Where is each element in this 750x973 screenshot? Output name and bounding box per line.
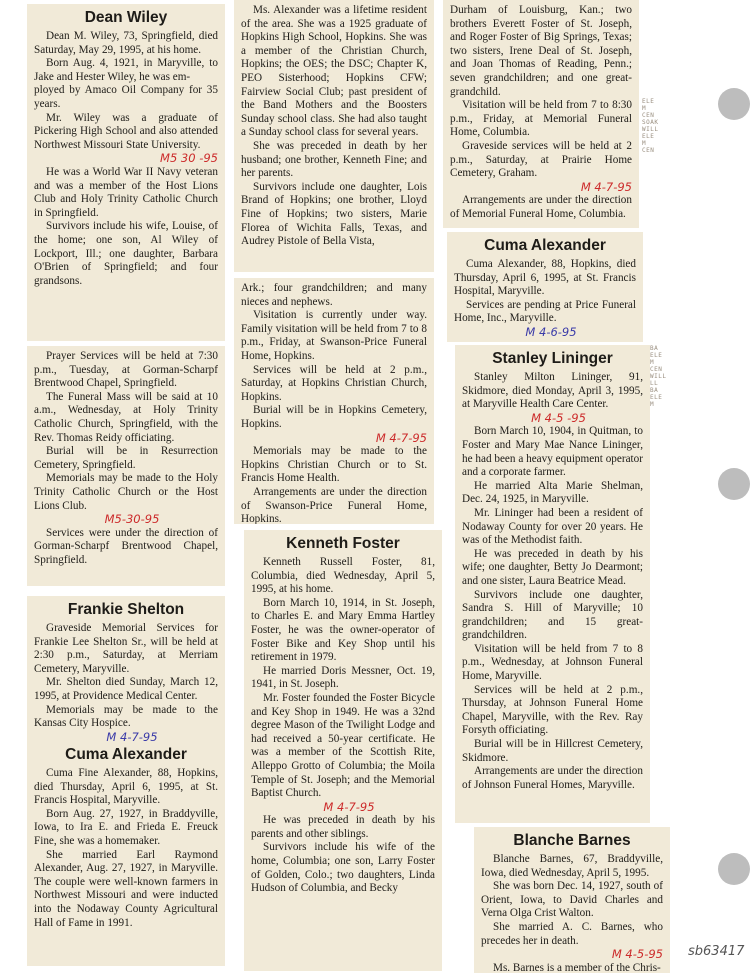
obituary-paragraph: Memorials may be made to the Holy Trinity Catholic Church or the Host Lions Club. bbox=[34, 472, 218, 512]
obituary-paragraph: He was preceded in death by his wife; one daughter, Betty Jo Dearmont; and one sister, Laura Beatrice Mead. bbox=[462, 547, 643, 587]
obituary-paragraph: Memorials may be made to the Kansas City Hospice. bbox=[34, 703, 218, 730]
obituary-paragraph: Memorials may be made to the Hopkins Christian Church or to St. Francis Home Health. bbox=[241, 445, 427, 485]
obituary-paragraph: He married Alta Marie Shelman, Dec. 24, 1925, in Maryville. bbox=[462, 479, 643, 506]
obituary-paragraph: He married Doris Messner, Oct. 19, 1941, in St. Joseph. bbox=[251, 664, 435, 691]
obituary-paragraph: She married A. C. Barnes, who precedes her in death. bbox=[481, 920, 663, 947]
obituary-paragraph: Durham of Louisburg, Kan.; two brothers Everett Foster of St. Joseph, and Roger Foster of Big Springs, Texas; two sisters, Irene Deal of St. Joseph, and Joan Thomas of Reading, Penn.; seven grandchildren; and one great-grandchild. bbox=[450, 4, 632, 98]
bleed-through-text: ELE M CEN SOAK WILL ELE M CEN bbox=[642, 98, 659, 154]
obituary-paragraph: Burial will be in Resurrection Cemetery, Springfield. bbox=[34, 445, 218, 471]
obituary-kenneth-foster bbox=[244, 530, 442, 971]
bleed-through-text: BA ELE M CEN WILL LL BA ELE M bbox=[650, 345, 667, 408]
obituary-paragraph: Burial will be in Hillcrest Cemetery, Skidmore. bbox=[462, 738, 643, 764]
obituary-paragraph: Ms. Alexander was a lifetime resident of the area. She was a 1925 graduate of Hopkins High School, Hopkins. She was a member of the Christian Church, Hopkins; the OES; the DSC; Chapter K, PEO Sisterhood; Hopkins CFW; Fairview Social Club; past president of the Band Mothers and the Boosters Sunday school class. She had also taught a Sunday school class for several years. bbox=[241, 4, 427, 139]
obituary-paragraph: Services are pending at Price Funeral Home, Inc., Maryville. bbox=[454, 298, 636, 325]
obituary-title: Frankie Shelton bbox=[67, 601, 185, 618]
handwritten-date: M 4-7-95 bbox=[375, 430, 427, 445]
obituary-paragraph: Stanley Milton Lininger, 91, Skidmore, died Monday, April 3, 1995, at Maryville Health Care Center. bbox=[462, 371, 643, 411]
obituary-paragraph: ployed by Amaco Oil Company for 35 years. bbox=[34, 84, 218, 110]
obituary-paragraph: Burial will be in Hopkins Cemetery, Hopkins. bbox=[241, 404, 427, 430]
obituary-cuma-alexander-continued-2 bbox=[234, 278, 434, 524]
obituary-paragraph: Mr. Lininger had been a resident of Nodaway County for over 20 years. He was of the Methodist faith. bbox=[462, 506, 643, 547]
obituary-cuma-alexander-continued bbox=[234, 0, 434, 272]
obituary-paragraph: Mr. Wiley was a graduate of Pickering High School and also attended Northwest Missouri State University. bbox=[34, 111, 218, 151]
obituary-paragraph: Ms. Barnes is a member of the Chris- bbox=[493, 961, 661, 973]
obituary-stanley-lininger bbox=[455, 345, 650, 823]
obituary-paragraph: Kenneth Russell Foster, 81, Columbia, died Wednesday, April 5, 1995, at his home. bbox=[251, 556, 435, 596]
obituary-dean-wiley bbox=[27, 4, 225, 341]
obituary-kenneth-foster-continued bbox=[443, 0, 639, 228]
obituary-cuma-alexander-short bbox=[447, 232, 643, 342]
obituary-paragraph: He was a World War II Navy veteran and was a member of the Host Lions Club and Holy Trinity Catholic Church in Springfield. bbox=[34, 165, 218, 219]
obituary-frankie-shelton bbox=[27, 596, 225, 744]
obituary-blanche-barnes bbox=[474, 827, 670, 973]
obituary-paragraph: Arrangements are under the direction of Memorial Funeral Home, Columbia. bbox=[450, 194, 632, 220]
obituary-title: Cuma Alexander bbox=[484, 237, 606, 254]
handwritten-date: M 4-5 -95 bbox=[531, 410, 586, 425]
obituary-paragraph: Visitation will be held from 7 to 8 p.m., Wednesday, at Johnson Funeral Home, Maryville. bbox=[462, 642, 643, 683]
obituary-title: Kenneth Foster bbox=[286, 535, 400, 552]
handwritten-date: M5-30-95 bbox=[104, 512, 160, 527]
obituary-title: Dean Wiley bbox=[84, 9, 168, 26]
obituary-paragraph: Graveside Memorial Services for Frankie Lee Shelton Sr., will be held at 2:30 p.m., Saturday, at Merriam Cemetery, Maryville. bbox=[34, 622, 218, 675]
handwritten-date: M 4-5-95 bbox=[611, 947, 663, 962]
obituary-paragraph: Services will be held at 2 p.m., Saturday, at Hopkins Christian Church, Hopkins. bbox=[241, 363, 427, 403]
obituary-paragraph: Services were under the direction of Gorman-Scharpf Brentwood Chapel, Springfield. bbox=[34, 526, 218, 566]
obituary-paragraph: Blanche Barnes, 67, Braddyville, Iowa, died Wednesday, April 5, 1995. bbox=[481, 853, 663, 879]
obituary-paragraph: Services will be held at 2 p.m., Thursday, at Johnson Funeral Home Chapel, Maryville, with the Rev. Ray Forsyth officiating. bbox=[462, 683, 643, 737]
obituary-paragraph: She married Earl Raymond Alexander, Aug. 27, 1927, in Maryville. The couple were well-known farmers in Northwest Missouri and were inducted into the Nodaway County Agricultural Hall of Fame in 1991. bbox=[34, 848, 218, 929]
obituary-title: Blanche Barnes bbox=[513, 832, 631, 849]
obituary-paragraph: Survivors include one daughter, Sandra S. Hill of Maryville; 10 grandchildren; and 15 great-grandchildren. bbox=[462, 588, 643, 642]
obituary-paragraph: Graveside services will be held at 2 p.m., Saturday, at Prairie Home Cemetery, Graham. bbox=[450, 139, 632, 180]
obituary-paragraph: Cuma Alexander, 88, Hopkins, died Thursday, April 6, 1995, at St. Francis Hospital, Maryville. bbox=[454, 258, 636, 298]
handwritten-date: M 4-6-95 bbox=[525, 324, 577, 339]
obituary-dean-wiley-continued bbox=[27, 346, 225, 586]
obituary-paragraph: Ark.; four grandchildren; and many nieces and nephews. bbox=[241, 282, 427, 308]
obituary-paragraph: Visitation will be held from 7 to 8:30 p.m., Friday, at Memorial Funeral Home, Columbia. bbox=[450, 99, 632, 139]
obituary-paragraph: Survivors include one daughter, Lois Brand of Hopkins; one brother, Lloyd Fine of Hopkins; two sisters, Marie Florea of Wichita Falls, Texas, and Audrey Pistole of Bella Vista, bbox=[241, 180, 427, 248]
obituary-paragraph: Dean M. Wiley, 73, Springfield, died Saturday, May 29, 1995, at his home. bbox=[34, 30, 218, 56]
obituary-paragraph: Mr. Shelton died Sunday, March 12, 1995, at Providence Medical Center. bbox=[34, 676, 218, 702]
obituary-paragraph: Visitation is currently under way. Family visitation will be held from 7 to 8 p.m., Friday, at Swanson-Price Funeral Home, Hopkins. bbox=[241, 309, 427, 362]
obituary-paragraph: Born Aug. 27, 1927, in Braddyville, Iowa, to Ira E. and Frieda E. Freuck Fine, she was a homemaker. bbox=[34, 807, 218, 847]
handwritten-date: M5 30 -95 bbox=[160, 151, 218, 166]
obituary-paragraph: Arrangements are under the direction of Swanson-Price Funeral Home, Hopkins. bbox=[241, 485, 427, 524]
binder-hole bbox=[718, 88, 750, 120]
binder-hole bbox=[718, 468, 750, 500]
obituary-title: Cuma Alexander bbox=[65, 746, 187, 763]
binder-hole bbox=[718, 853, 750, 885]
obituary-paragraph: Born Aug. 4, 1921, in Maryville, to Jake and Hester Wiley, he was em- bbox=[34, 57, 218, 83]
obituary-paragraph: She was born Dec. 14, 1927, south of Orient, Iowa, to David Charles and Verna Olga Crist Walton. bbox=[481, 880, 663, 920]
handwritten-date: M 4-7-95 bbox=[106, 729, 158, 744]
obituary-paragraph: Survivors include his wife of the home, Columbia; one son, Larry Foster of Golden, Colo.; two daughters, Linda Hudson of Columbia, and Becky bbox=[251, 841, 435, 895]
obituary-paragraph: Cuma Fine Alexander, 88, Hopkins, died Thursday, April 6, 1995, at St. Francis Hospital, Maryville. bbox=[34, 767, 218, 807]
obituary-paragraph: Arrangements are under the direction of Johnson Funeral Homes, Maryville. bbox=[462, 765, 643, 791]
obituary-paragraph: The Funeral Mass will be said at 10 a.m., Wednesday, at Holy Trinity Catholic Church, Springfield, with the Rev. Thomas Reidy officiating. bbox=[34, 390, 218, 444]
obituary-paragraph: He was preceded in death by his parents and other siblings. bbox=[251, 814, 435, 840]
obituary-title: Stanley Lininger bbox=[492, 350, 613, 367]
obituary-paragraph: Prayer Services will be held at 7:30 p.m., Tuesday, at Gorman-Scharpf Brentwood Chapel, Springfield. bbox=[34, 350, 218, 390]
obituary-paragraph: Mr. Foster founded the Foster Bicycle and Key Shop in 1949. He was a 32nd degree Mason of the Twilight Lodge and had received a 50-year certificate. He was a member of the Scottish Rite, Alleppo Grotto of Columbia; the Moila Temple of St. Joseph; and the Memorial Baptist Church. bbox=[251, 691, 435, 800]
obituary-cuma-alexander bbox=[27, 744, 225, 966]
obituary-paragraph: Born March 10, 1914, in St. Joseph, to Charles E. and Mary Emma Hartley Foster, he was the owner-operator of Foster Bike and Key Shop until his retirement in 1979. bbox=[251, 596, 435, 664]
handwritten-date: M 4-7-95 bbox=[580, 179, 632, 194]
page-number-mark: sb63417 bbox=[688, 944, 745, 959]
handwritten-date: M 4-7-95 bbox=[323, 799, 375, 814]
obituary-paragraph: She was preceded in death by her husband; one brother, Kenneth Fine; and her parents. bbox=[241, 139, 427, 180]
obituary-paragraph: Born March 10, 1904, in Quitman, to Foster and Mary Mae Nance Lininger, he had been a heavy equipment operator and a corporate farmer. bbox=[462, 425, 643, 479]
obituary-paragraph: Survivors include his wife, Louise, of the home; one son, Al Wiley of Lockport, Ill.; one daughter, Barbara O'Brien of Springfield; and four grandsons. bbox=[34, 220, 218, 287]
